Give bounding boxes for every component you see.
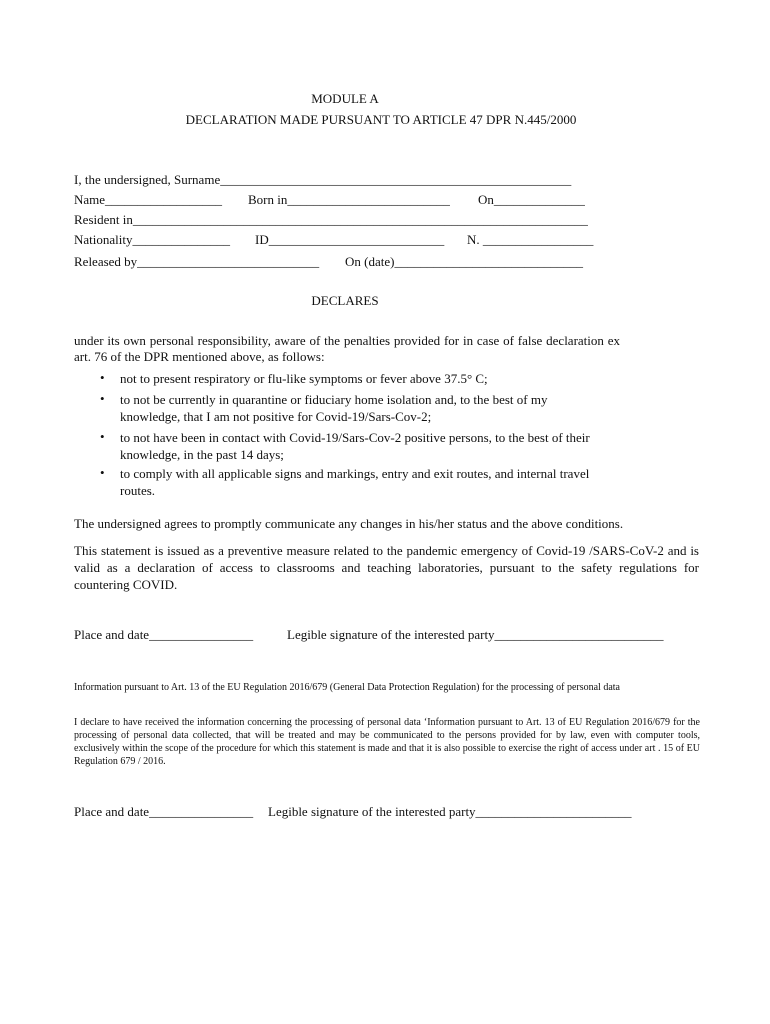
agrees-paragraph: The undersigned agrees to promptly communicate any changes in his/her status and the above conditions.	[74, 516, 624, 531]
place-date-field: Place and date________________	[74, 804, 254, 819]
signature-field: Legible signature of the interested party________________________	[268, 804, 632, 819]
intro-paragraph: under its own personal responsibility, aware of the penalties provided for in case of false declaration ex art. 76 of the DPR mentioned above, as follows:	[74, 333, 620, 364]
nationality-field: Nationality_______________	[74, 232, 230, 247]
release-date-field: On (date)_____________________________	[345, 254, 583, 269]
surname-field: I, the undersigned, Surname______________________________________________________	[74, 172, 572, 187]
bullet-item: to not have been in contact with Covid-19/Sars-Cov-2 positive persons, to the best of their knowledge, in the past 14 days;	[120, 430, 590, 462]
bullet-marker: •	[100, 465, 105, 480]
id-field: ID___________________________	[255, 232, 445, 247]
released-by-field: Released by____________________________	[74, 254, 320, 269]
bullet-marker: •	[100, 391, 105, 406]
privacy-info-body: I declare to have received the information concerning the processing of personal data ‘Information pursuant to Art. 13 of EU Regulation 2016/679 for the processing of personal data collected, that will be treated and may be communicated to the persons provided for by law, even with computer tools, exclusively within the scope of the procedure for which this statement is made and that it is also possible to exercise the right of access under art . 15 of EU Regulation 679 / 2016.	[74, 717, 700, 767]
bullet-item: to not be currently in quarantine or fiduciary home isolation and, to the best of my knowledge, that I am not positive for Covid-19/Sars-Cov-2;	[120, 392, 548, 424]
declaration-title: DECLARATION MADE PURSUANT TO ARTICLE 47 DPR N.445/2000	[185, 112, 577, 127]
statement-paragraph: This statement is issued as a preventive measure related to the pandemic emergency of Covid-19 /SARS-CoV-2 and is valid as a declaration of access to classrooms and teaching laboratories, pursuant to the safety regulations for countering COVID.	[74, 543, 699, 592]
module-heading: MODULE A	[311, 91, 379, 106]
declares-heading: DECLARES	[311, 293, 379, 308]
birthdate-field: On______________	[478, 192, 585, 207]
signature-field: Legible signature of the interested party__________________________	[287, 627, 664, 642]
bullet-item: not to present respiratory or flu-like symptoms or fever above 37.5° C;	[120, 371, 488, 386]
bullet-marker: •	[100, 429, 105, 444]
place-date-field: Place and date________________	[74, 627, 254, 642]
residence-field: Resident in______________________________________________________________________	[74, 212, 588, 227]
bullet-marker: •	[100, 370, 105, 385]
name-field: Name__________________	[74, 192, 223, 207]
bullet-item: to comply with all applicable signs and markings, entry and exit routes, and internal travel routes.	[120, 466, 590, 498]
privacy-info-title: Information pursuant to Art. 13 of the EU Regulation 2016/679 (General Data Protection Regulation) for the processing of personal data	[74, 682, 620, 693]
id-number-field: N. _________________	[467, 232, 594, 247]
birthplace-field: Born in_________________________	[248, 192, 450, 207]
